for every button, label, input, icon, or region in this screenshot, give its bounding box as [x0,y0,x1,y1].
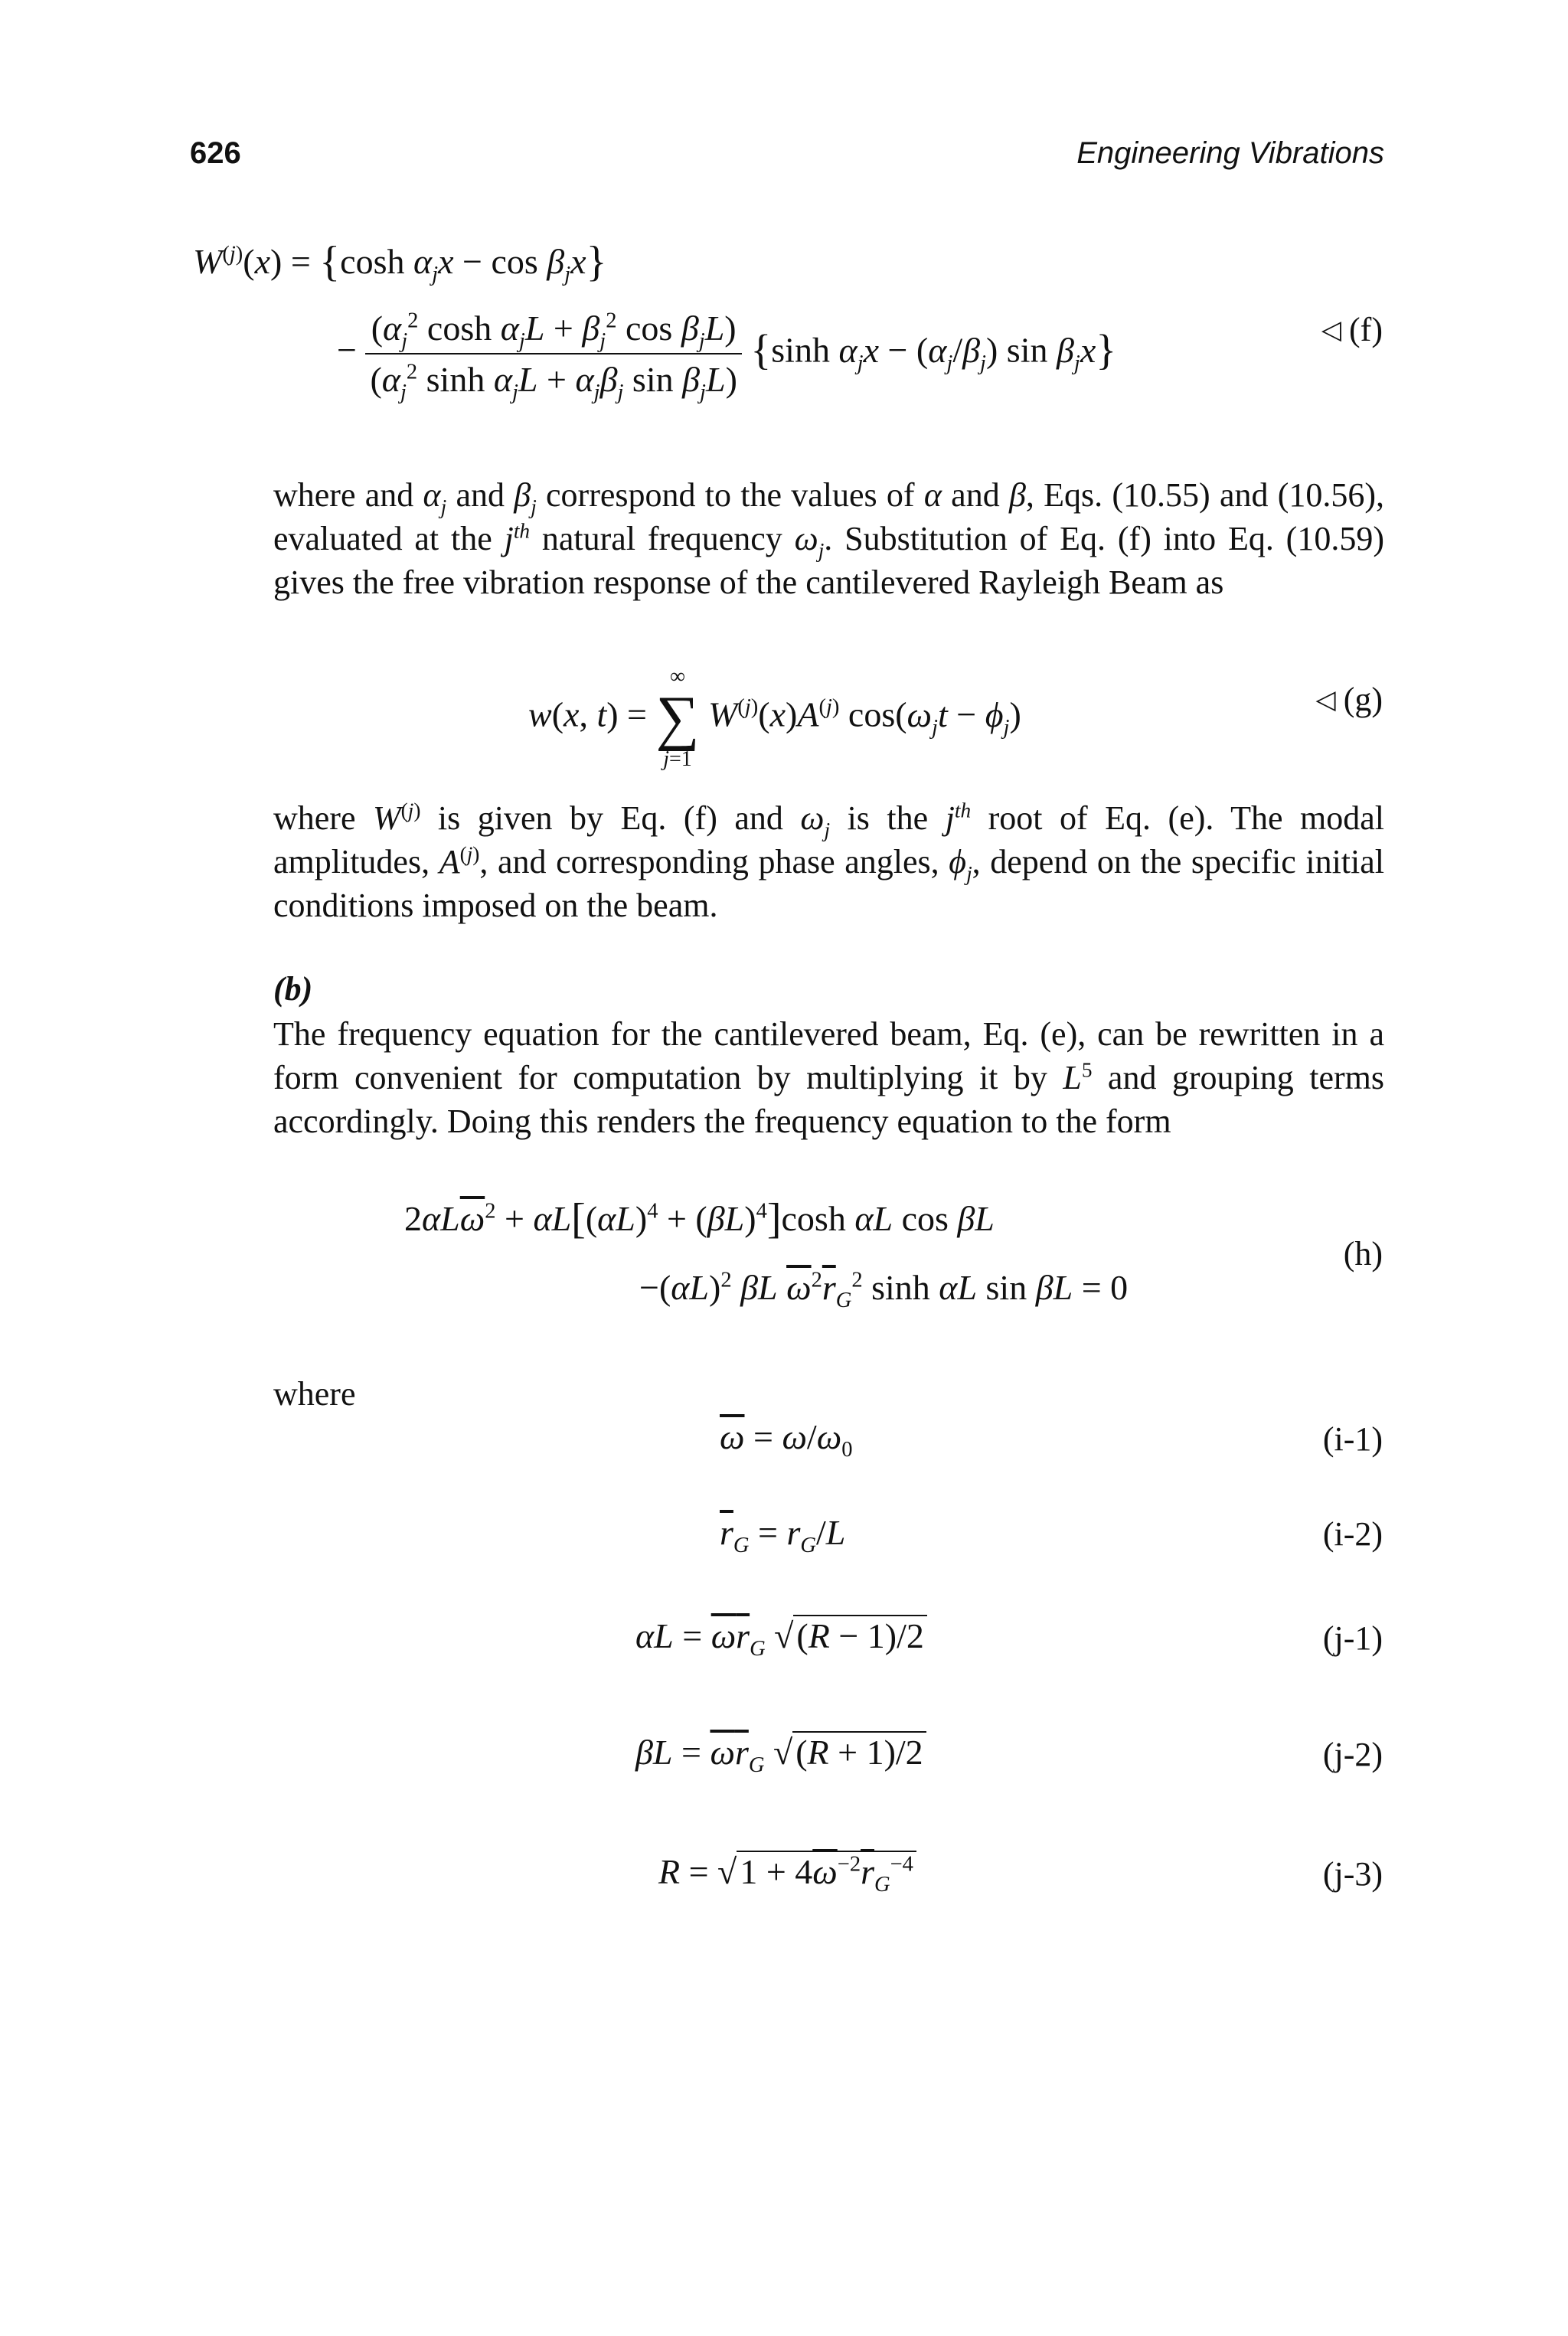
equation-i2: $\overline{r}_G = r_G/L$ [720,1513,846,1558]
equation-j2: $\beta L = \overline{\omega}\overline{r}_G$ √(R + 1)/2 [635,1732,926,1772]
equation-i1-label: (i-1) [1322,1420,1383,1458]
paragraph-2: where $W^{(j)}$ is given by Eq. (f) and $\omega_j$ is the $j^{th}$ root of Eq. (e). The modal amplitudes, $A^{(j)}$, and corresponding phase angles, $\phi_j$, depend on the specific initial conditions imposed on the beam. [273,799,1385,924]
paragraph-3: The frequency equation for the cantilevered beam, Eq. (e), can be rewritten in a form convenient for computation by multiplying it by $L^5$ and grouping terms accordingly. Doing this renders the frequency equation to the form [273,1015,1384,1140]
equation-f-line1: $W^{(j)}(x) = \{\cosh$ $\alpha_jx - \cos \beta_jx$} [193,238,607,287]
equation-g: w(x, t) = ∞ ∑ j=1 $W^{(j)}(x)A^{(j)}$ $\cos(\omega_jt - \phi_j)$ [528,665,1021,771]
section-b-heading: (b) [273,970,313,1008]
equation-j3: $R = √1 + 4\overline{\omega}^{-2}\overline{r}_G^{-4}$ [658,1851,916,1892]
equation-f-line2: − $\frac{(\alpha_j^2 \cosh \alpha_jL + \beta_j^2 \cos \beta_jL)}{(\alpha_j^2 \sinh \alpha_jL + \alpha_j\beta_j \sin \beta_jL)}$ {sinh $\alpha_jx - (\alpha_j/\beta_j)$ $\sin \beta_jx$} [337,309,1117,405]
equation-i1: $\overline{\omega} = \omega/\omega_0$ [720,1417,853,1462]
equation-f-label: ◁ (f) [1321,311,1383,348]
page-number: 626 [190,136,241,170]
equation-j1-label: (j-1) [1322,1619,1383,1657]
equation-j3-label: (j-3) [1322,1855,1383,1893]
equation-h-line2: $-(\alpha L)^2$ βL $\overline{\omega}^2\overline{r}_G^2$ sinh αL sin βL = 0 [639,1268,1129,1313]
equation-j2-label: (j-2) [1322,1736,1383,1773]
equation-h-line1: $2\alpha L\overline{\omega}^2 + \alpha L[(\alpha L)^4 + (\beta L)^4]\cosh$ αL cos βL [404,1195,995,1243]
equation-g-label: ◁ (g) [1315,681,1383,718]
paragraph-1: where and $\alpha_j$ and $\beta_j$ correspond to the values of α and β, Eqs. (10.55) and (10.56), evaluated at the $j^{th}$ natural frequency $\omega_j$. Substitution of Eq. (f) into Eq. (10.59) gives the free vibration response of the cantilevered Rayleigh Beam as [273,476,1385,601]
where-text: where [273,1375,356,1413]
equation-j1: $\alpha L = \overline{\omega}\overline{r}_G$ √(R − 1)/2 [635,1616,927,1656]
equation-i2-label: (i-2) [1322,1515,1383,1553]
equation-h-label: (h) [1343,1235,1383,1273]
running-title: Engineering Vibrations [1076,136,1384,170]
